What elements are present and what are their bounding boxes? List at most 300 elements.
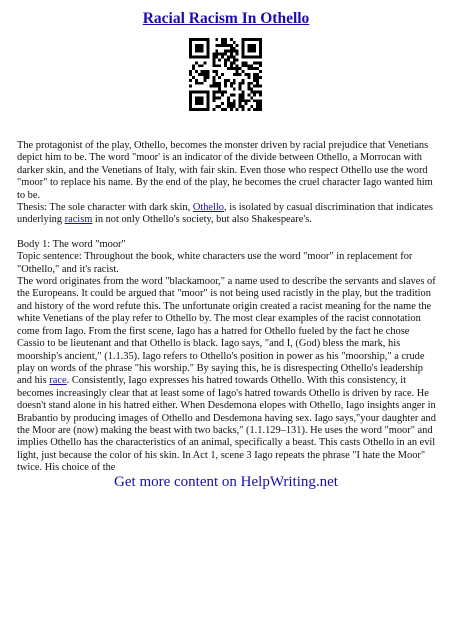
qr-module [259,70,262,73]
qr-module [215,44,218,47]
qr-module [207,105,210,108]
qr-module [215,105,218,108]
qr-module [247,99,250,102]
qr-module [250,88,253,91]
qr-module [212,58,215,61]
qr-module [250,64,253,67]
qr-module [218,76,221,79]
qr-module [195,50,198,53]
qr-module [259,85,262,88]
qr-module [259,47,262,50]
qr-module [221,108,224,111]
qr-module [198,82,201,85]
qr-module [247,76,250,79]
qr-module [218,58,221,61]
qr-module [224,50,227,53]
qr-module [253,38,256,41]
qr-module [253,61,256,64]
qr-module [259,53,262,56]
qr-module [256,79,259,82]
qr-module [239,85,242,88]
intro-paragraph: The protagonist of the play, Othello, becomes the monster driven by racial prejudice that Venetians depict him to be. The word "moor' is an indicator of the divide between Othello, a Morrocan with darker skin, and the Venetians of Italy, with fair skin. Even those who respect Othello use the word "moor" to replace his name. By the end of the play, he becomes the cruel character Iago wanted him to be. [17,140,433,201]
body1-text-1: The word originates from the word "blackamoor," a name used to describe the servants and slaves of the Europeans. It could be argued that "moor" is not being used racistly in the play, but the tradition and history of the word refute this. The unfortunate origin created a racist meaning for the name the white Venetians of the play refer to Othello by. The most clear examples of the racist connotation come from Iago. From the first scene, Iago has a hatred for Othello fueled by the fact he chose Cassio to be lieutenant and that Othello is black. Iago says, "and I, (God) bless the mark, his moorship's ancient," (1.1.35). Iago refers to Othello's position in power as his "moorship," a crude play on words of the phrase "his worship." By saying this, he is disrespecting Othello's leadership and his [17,276,436,387]
qr-module [227,105,230,108]
qr-module [201,82,204,85]
qr-module [233,82,236,85]
qr-module [239,99,242,102]
qr-module [212,76,215,79]
qr-module [247,44,250,47]
qr-module [253,85,256,88]
qr-module [233,93,236,96]
qr-module [195,38,198,41]
qr-module [242,70,245,73]
qr-module [201,50,204,53]
qr-module [212,79,215,82]
qr-module [236,108,239,111]
qr-module [239,73,242,76]
qr-module [215,96,218,99]
qr-module [207,38,210,41]
qr-module [218,85,221,88]
qr-module [207,91,210,94]
qr-module [192,67,195,70]
qr-module [209,85,212,88]
qr-module [215,64,218,67]
qr-module [207,56,210,59]
qr-module [204,61,207,64]
qr-module [198,38,201,41]
qr-module [242,61,245,64]
qr-module [236,73,239,76]
qr-module [218,88,221,91]
qr-module [239,96,242,99]
qr-module [250,47,253,50]
qr-module [215,38,218,41]
qr-module [253,76,256,79]
qr-module [221,56,224,59]
qr-module [259,105,262,108]
qr-module [195,108,198,111]
qr-module [242,96,245,99]
qr-module [215,56,218,59]
qr-module [256,99,259,102]
qr-module [198,108,201,111]
qr-module [256,91,259,94]
qr-module [221,38,224,41]
qr-module [233,73,236,76]
qr-module [207,96,210,99]
qr-module [207,99,210,102]
qr-module [221,44,224,47]
qr-module [218,96,221,99]
qr-module [224,64,227,67]
qr-module [224,53,227,56]
qr-module [250,82,253,85]
body1-text-2: . Consistently, Iago expresses his hatred towards Othello. With this consistency, it becomes increasingly clear that at least some of Iago's hatred towards Othello is driven by race. He doesn't stand alone in his hatred either. When Desdemona elopes with Othello, Iago insights anger in Brabantio by producing images of Othello and Desdemona having sex. Iago says,"your daughter and the Moor are (now) making the beast with two backs," (1.1.129–131). He uses the word "moor" and implies Othello has the characteristics of an animal, specifically a beast. This casts Othello in an evil light, just because the color of his skin. In Act 1, scene 3 Iago repeats the phrase "I hate the Moor" twice. His choice of the [17,375,436,474]
qr-module [233,50,236,53]
qr-module [242,44,245,47]
qr-module [204,56,207,59]
qr-module [212,96,215,99]
qr-module [192,56,195,59]
qr-module [215,73,218,76]
qr-module [233,88,236,91]
qr-module [221,91,224,94]
qr-module [198,47,201,50]
qr-module [250,50,253,53]
qr-module [204,79,207,82]
qr-module [207,108,210,111]
qr-module [236,67,239,70]
qr-module [227,102,230,105]
qr-module [198,56,201,59]
qr-module [259,61,262,64]
qr-module [259,102,262,105]
qr-module [221,41,224,44]
qr-module [195,44,198,47]
qr-module [247,88,250,91]
qr-module [198,91,201,94]
qr-module [242,56,245,59]
qr-module [204,91,207,94]
qr-module [198,102,201,105]
body1-paragraph [17,276,438,475]
qr-module [256,73,259,76]
qr-module [207,53,210,56]
qr-module [195,91,198,94]
qr-module [207,44,210,47]
qr-module [195,102,198,105]
qr-module [218,64,221,67]
helpwriting-link[interactable]: Get more content on HelpWriting.net [114,474,338,490]
qr-module [198,50,201,53]
qr-module [221,73,224,76]
qr-module [189,91,192,94]
qr-module [247,38,250,41]
qr-module [189,38,192,41]
qr-module [256,102,259,105]
qr-module [230,44,233,47]
qr-module [221,102,224,105]
qr-module [230,38,233,41]
qr-module [192,91,195,94]
qr-module [227,44,230,47]
qr-module [236,44,239,47]
qr-module [224,82,227,85]
qr-module [230,102,233,105]
qr-module [189,79,192,82]
qr-module [215,50,218,53]
qr-module [227,99,230,102]
qr-module [242,99,245,102]
qr-module [239,102,242,105]
qr-module [233,47,236,50]
qr-module [189,108,192,111]
body1-heading: Body 1: The word "moor" [17,238,126,250]
qr-module [259,56,262,59]
qr-module [233,58,236,61]
qr-module [221,53,224,56]
qr-module [201,108,204,111]
qr-module [195,47,198,50]
qr-module [250,67,253,70]
qr-module [207,41,210,44]
qr-module [207,93,210,96]
qr-code-image [189,38,262,111]
qr-module [247,56,250,59]
qr-module [227,96,230,99]
qr-module [201,96,204,99]
qr-module [201,70,204,73]
qr-module [247,82,250,85]
qr-module [201,102,204,105]
qr-module [195,96,198,99]
qr-module [239,67,242,70]
qr-module [250,44,253,47]
qr-module [207,70,210,73]
qr-module [244,73,247,76]
qr-module [215,82,218,85]
qr-module [201,38,204,41]
paragraph-gap [17,227,438,239]
qr-module [221,93,224,96]
qr-module [247,73,250,76]
qr-module [247,93,250,96]
qr-module [242,38,245,41]
qr-module [244,61,247,64]
qr-module [212,70,215,73]
qr-module [195,79,198,82]
qr-module [233,102,236,105]
qr-module [201,56,204,59]
qr-module [242,105,245,108]
qr-module [227,50,230,53]
qr-module [259,91,262,94]
qr-module [242,82,245,85]
thesis-text-2: , is isolated by casual discrimination that indicates underlying [17,202,433,226]
qr-module [230,50,233,53]
qr-module [256,67,259,70]
qr-module [236,50,239,53]
qr-module [218,91,221,94]
qr-module [244,64,247,67]
qr-module [253,73,256,76]
qr-module [256,105,259,108]
qr-module [201,91,204,94]
qr-module [259,38,262,41]
qr-module [189,47,192,50]
qr-module [212,99,215,102]
qr-module [207,76,210,79]
qr-module [227,79,230,82]
qr-module [189,70,192,73]
qr-module [227,67,230,70]
qr-module [253,67,256,70]
qr-module [242,79,245,82]
qr-module [259,44,262,47]
qr-module [256,61,259,64]
qr-module [192,108,195,111]
race-link[interactable]: race [49,375,67,387]
qr-module [207,47,210,50]
qr-module [242,64,245,67]
qr-module [253,44,256,47]
qr-module [259,99,262,102]
qr-module [227,56,230,59]
qr-module [189,85,192,88]
qr-module [189,53,192,56]
qr-module [259,76,262,79]
qr-module [207,50,210,53]
qr-module [215,53,218,56]
qr-module [242,91,245,94]
qr-module [195,99,198,102]
qr-module [218,105,221,108]
qr-module [212,64,215,67]
thesis-text-1: Thesis: The sole character with dark skin, [17,202,193,214]
qr-module [259,64,262,67]
qr-module [230,93,233,96]
qr-module [218,82,221,85]
qr-module [189,93,192,96]
qr-module [189,96,192,99]
qr-module [236,64,239,67]
qr-module [250,105,253,108]
qr-module [236,58,239,61]
qr-module [259,41,262,44]
qr-module [253,79,256,82]
qr-module [244,38,247,41]
qr-module [204,38,207,41]
othello-link[interactable]: Othello [192,202,224,214]
qr-module [242,50,245,53]
qr-module [189,99,192,102]
qr-module [256,76,259,79]
qr-module [201,73,204,76]
qr-module [233,41,236,44]
qr-module [189,73,192,76]
qr-module [256,85,259,88]
qr-module [236,53,239,56]
qr-module [244,99,247,102]
qr-module [224,58,227,61]
qr-module [201,47,204,50]
qr-module [189,105,192,108]
qr-module [212,93,215,96]
qr-module [247,47,250,50]
qr-code-icon [189,38,262,111]
qr-module [233,61,236,64]
qr-module [244,56,247,59]
qr-module [204,108,207,111]
qr-module [247,64,250,67]
qr-module [233,99,236,102]
qr-module [189,44,192,47]
qr-module [198,44,201,47]
qr-module [189,41,192,44]
qr-module [239,93,242,96]
qr-module [192,64,195,67]
thesis-paragraph [17,202,438,227]
qr-module [189,56,192,59]
essay-body [17,140,438,475]
qr-module [253,50,256,53]
qr-module [212,61,215,64]
qr-module [233,105,236,108]
qr-module [201,64,204,67]
qr-module [204,70,207,73]
qr-module [244,102,247,105]
qr-module [201,44,204,47]
document-title[interactable]: Racial Racism In Othello [142,10,310,27]
qr-module [227,58,230,61]
qr-module [247,67,250,70]
qr-module [224,61,227,64]
qr-module [253,47,256,50]
qr-module [253,108,256,111]
qr-module [256,108,259,111]
qr-module [195,61,198,64]
qr-module [230,82,233,85]
qr-module [230,67,233,70]
qr-module [195,82,198,85]
qr-module [259,50,262,53]
qr-module [224,44,227,47]
qr-module [207,73,210,76]
qr-module [212,82,215,85]
qr-module [230,56,233,59]
qr-module [253,93,256,96]
qr-module [239,88,242,91]
body1-topic-sentence: Topic sentence: Throughout the book, white characters use the word "moor" in replacement for "Othello," and it's racist. [17,251,413,275]
qr-module [192,38,195,41]
qr-module [195,56,198,59]
qr-module [212,108,215,111]
qr-module [242,47,245,50]
racism-link[interactable]: racism [64,214,93,226]
qr-module [198,73,201,76]
qr-module [247,85,250,88]
qr-module [242,41,245,44]
qr-module [189,50,192,53]
qr-module [233,79,236,82]
qr-module [230,61,233,64]
qr-module [204,73,207,76]
qr-module [250,56,253,59]
qr-module [253,91,256,94]
qr-module [195,70,198,73]
qr-module [230,53,233,56]
qr-module [230,85,233,88]
qr-module [230,108,233,111]
qr-module [242,53,245,56]
qr-module [218,53,221,56]
qr-module [253,99,256,102]
qr-module [204,76,207,79]
qr-module [224,79,227,82]
qr-module [242,108,245,111]
qr-module [215,91,218,94]
qr-module [212,85,215,88]
qr-module [201,99,204,102]
qr-module [256,56,259,59]
qr-module [212,91,215,94]
qr-module [212,56,215,59]
qr-module [239,82,242,85]
qr-module [215,85,218,88]
qr-module [224,108,227,111]
